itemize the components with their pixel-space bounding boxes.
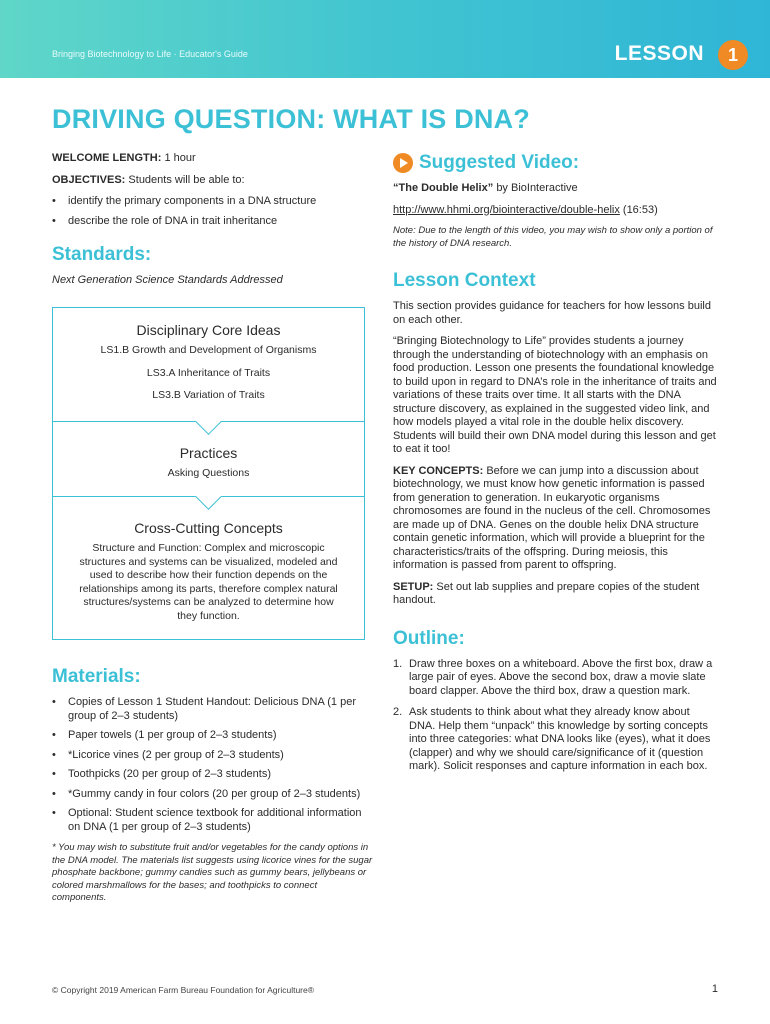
outline-heading: Outline: <box>393 627 465 649</box>
materials-list <box>52 696 374 834</box>
video-title: “The Double Helix” <box>393 182 494 194</box>
welcome-length: WELCOME LENGTH: 1 hour <box>52 152 196 164</box>
lesson-number-badge: 1 <box>718 40 748 70</box>
core-idea-item: LS3.B Variation of Traits <box>152 389 265 401</box>
video-link-line <box>393 204 718 218</box>
crosscutting-section <box>53 520 364 632</box>
context-intro: This section provides guidance for teachers for how lessons build on each other. <box>393 300 711 326</box>
setup: SETUP: Set out lab supplies and prepare copies of the student handout. <box>393 580 700 606</box>
context-body: “Bringing Biotechnology to Life” provides students a journey through the understanding of biotechnology with an emphasis on food production. Lesson one presents the foundational knowledge to build upon in regard to DNA’s role in the inheritance of traits and variations of these traits over time. It all starts with the DNA structure discovery, as explained in the suggested video link, and how models played a vital role in the double helix discovery. Students will build their own DNA model during this lesson and get to eat it too! <box>393 335 717 455</box>
copyright: © Copyright 2019 American Farm Bureau Foundation for Agriculture® <box>52 985 314 995</box>
page-title: DRIVING QUESTION: WHAT IS DNA? <box>52 104 530 134</box>
practices-heading: Practices <box>179 445 238 461</box>
material-item: • *Licorice vines (2 per group of 2–3 students) <box>52 749 374 763</box>
standards-box <box>52 307 365 640</box>
practice-item: Asking Questions <box>167 467 250 479</box>
material-item: • Toothpicks (20 per group of 2–3 students) <box>52 768 374 782</box>
video-link[interactable]: http://www.hhmi.org/biointeractive/double-helix <box>393 203 620 216</box>
core-ideas-section <box>53 322 364 412</box>
video-heading: Suggested Video: <box>419 152 580 173</box>
divider-notch <box>195 408 222 435</box>
video-source: by BioInteractive <box>496 182 578 194</box>
left-column <box>52 152 374 296</box>
page-number: 1 <box>711 983 718 995</box>
material-item: • Optional: Student science textbook for additional information on DNA (1 per group of 2–3 students) <box>52 807 374 834</box>
video-note: Note: Due to the length of this video, you may wish to show only a portion of the history of DNA research. <box>393 225 713 249</box>
key-concepts: KEY CONCEPTS: Before we can jump into a discussion about biotechnology, we must know how genetic information is passed from generation to generation. In eukaryotic organisms chromosomes are found in the nucleus of the cell. Chromosomes are made up of DNA. Genes on the double helix DNA structure contain genetic information, which will provide a blueprint for the characteristics/traits of the offspring. During meiosis, this information is passed from parent to offspring. <box>393 464 711 571</box>
lesson-label: LESSON <box>614 42 704 65</box>
video-title-line <box>393 182 718 196</box>
right-column <box>393 152 718 782</box>
standards-heading: Standards: <box>52 244 152 265</box>
objective-item: • describe the role of DNA in trait inheritance <box>52 215 374 229</box>
materials-heading: Materials: <box>52 666 141 687</box>
video-heading-row <box>393 152 718 174</box>
core-ideas-heading: Disciplinary Core Ideas <box>136 322 281 338</box>
objectives-list <box>52 195 374 228</box>
core-idea-item: LS3.A Inheritance of Traits <box>146 366 271 379</box>
materials-section <box>52 666 374 905</box>
guide-title: Bringing Biotechnology to Life · Educator's Guide <box>52 49 248 59</box>
outline-item: 1. Draw three boxes on a whiteboard. Above the first box, draw a large pair of eyes. Above the second box, draw a movie slate board clapper. Above the third box, draw a question mark. <box>393 657 713 697</box>
core-idea-item: LS1.B Growth and Development of Organisms <box>100 344 317 356</box>
page-header <box>0 0 770 78</box>
outline-list <box>393 658 718 774</box>
play-icon <box>393 153 413 173</box>
crosscutting-text: Structure and Function: Complex and microscopic structures and systems can be visualized, modeled and used to describe how their function depends on the relationships among its parts, therefore complex natural structures/systems can be analyzed to determine how they function. <box>79 542 338 622</box>
material-item: • *Gummy candy in four colors (20 per group of 2–3 students) <box>52 788 374 802</box>
video-duration: (16:53) <box>622 203 658 216</box>
objectives-intro: OBJECTIVES: Students will be able to: <box>52 173 245 186</box>
material-item: • Copies of Lesson 1 Student Handout: Delicious DNA (1 per group of 2–3 students) <box>52 696 374 723</box>
objective-item: • identify the primary components in a DNA structure <box>52 195 374 209</box>
context-heading: Lesson Context <box>393 270 536 291</box>
crosscutting-heading: Cross-Cutting Concepts <box>134 520 283 536</box>
material-item: • Paper towels (1 per group of 2–3 students) <box>52 729 374 743</box>
standards-subtitle: Next Generation Science Standards Addressed <box>52 274 283 286</box>
materials-note: * You may wish to substitute fruit and/or vegetables for the candy options in the DNA model. The materials list suggests using licorice vines for the sugar phosphate backbone; gummy candies such as gummy bears, jellybeans or colored marshmallows for the bases; and toothpicks to connect components. <box>52 842 373 903</box>
outline-item: 2. Ask students to think about what they already know about DNA. Help them “unpack” this knowledge by sorting concepts into three categories: what DNA looks like (eyes), what it does (clapper) and why we should care/significance of it (question mark). Solicit responses and capture information in each box. <box>393 706 711 772</box>
